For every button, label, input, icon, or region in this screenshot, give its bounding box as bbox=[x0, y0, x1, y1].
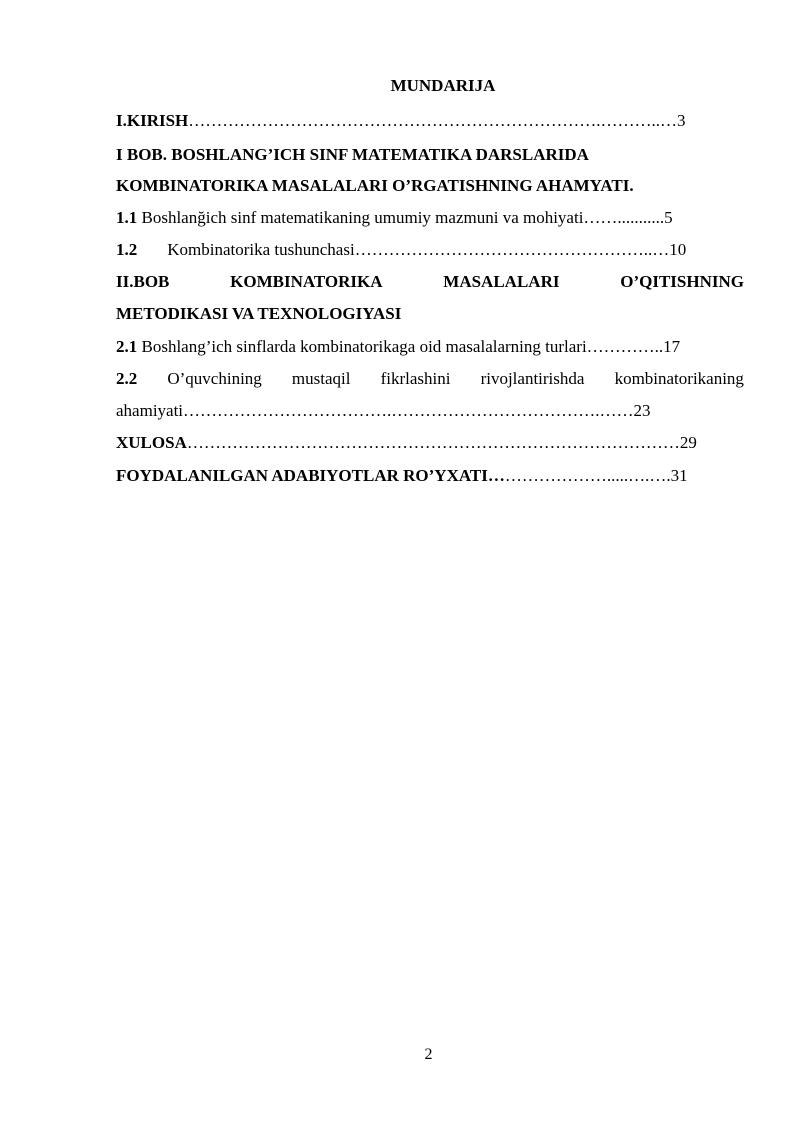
chapter-word: KOMBINATORIKA bbox=[230, 272, 383, 291]
section-word: rivojlantirishda bbox=[480, 369, 585, 388]
toc-entry-leader: ……………………………………………………………………………29 bbox=[186, 433, 697, 452]
section-text: Boshlanğich sinf matematikaning umumiy mazmuni va mohiyati……...........5 bbox=[137, 208, 673, 227]
toc-chapter-2-line-2[interactable]: METODIKASI VA TEXNOLOGIYASI bbox=[116, 304, 402, 323]
chapter-word: II.BOB bbox=[116, 272, 170, 291]
section-number: 1.1 bbox=[116, 208, 138, 227]
toc-entry-xulosa[interactable] bbox=[116, 432, 744, 454]
section-number: 2.2 bbox=[116, 369, 138, 388]
section-number: 2.1 bbox=[116, 337, 138, 356]
toc-section-1-1[interactable] bbox=[116, 207, 744, 229]
section-word: kombinatorikaning bbox=[614, 369, 744, 388]
page-number: 2 bbox=[424, 1046, 433, 1063]
toc-chapter-1-line-1[interactable]: I BOB. BOSHLANG’ICH SINF MATEMATIKA DARSLARIDA bbox=[116, 145, 589, 164]
section-number: 1.2 bbox=[116, 240, 138, 259]
section-word: fikrlashini bbox=[380, 369, 451, 388]
toc-entry-leader: ……………….....….….31 bbox=[504, 466, 688, 485]
toc-section-2-1[interactable] bbox=[116, 336, 744, 358]
toc-chapter-2-line-1[interactable] bbox=[116, 271, 744, 293]
toc-entry-kirish[interactable] bbox=[116, 110, 744, 132]
chapter-word: O’QITISHNING bbox=[620, 272, 744, 291]
toc-chapter-1-line-2[interactable]: KOMBINATORIKA MASALALARI O’RGATISHNING AHAMYATI. bbox=[116, 176, 634, 195]
toc-entry-label: FOYDALANILGAN ADABIYOTLAR RO’YXATI… bbox=[116, 466, 505, 485]
toc-section-2-2-line-1[interactable] bbox=[116, 368, 744, 390]
section-text: Boshlang’ich sinflarda kombinatorikaga oid masalalarning turlari…………..17 bbox=[137, 337, 681, 356]
toc-entry-leader: ……………………………………………………………….………..…3 bbox=[188, 111, 686, 130]
toc-section-1-2[interactable] bbox=[116, 239, 744, 261]
section-text: Kombinatorika tushunchasi……………………………………………..…10 bbox=[167, 240, 687, 259]
toc-entry-adabiyotlar[interactable] bbox=[116, 465, 744, 487]
chapter-word: MASALALARI bbox=[443, 272, 560, 291]
toc-entry-label: I.KIRISH bbox=[116, 111, 189, 130]
section-word: mustaqil bbox=[291, 369, 351, 388]
section-word: O’quvchining bbox=[167, 369, 262, 388]
toc-title: MUNDARIJA bbox=[390, 76, 496, 95]
toc-section-2-2-line-2[interactable]: ahamiyati……………………………….……………………………….……23 bbox=[116, 401, 651, 420]
toc-entry-label: XULOSA bbox=[116, 433, 187, 452]
